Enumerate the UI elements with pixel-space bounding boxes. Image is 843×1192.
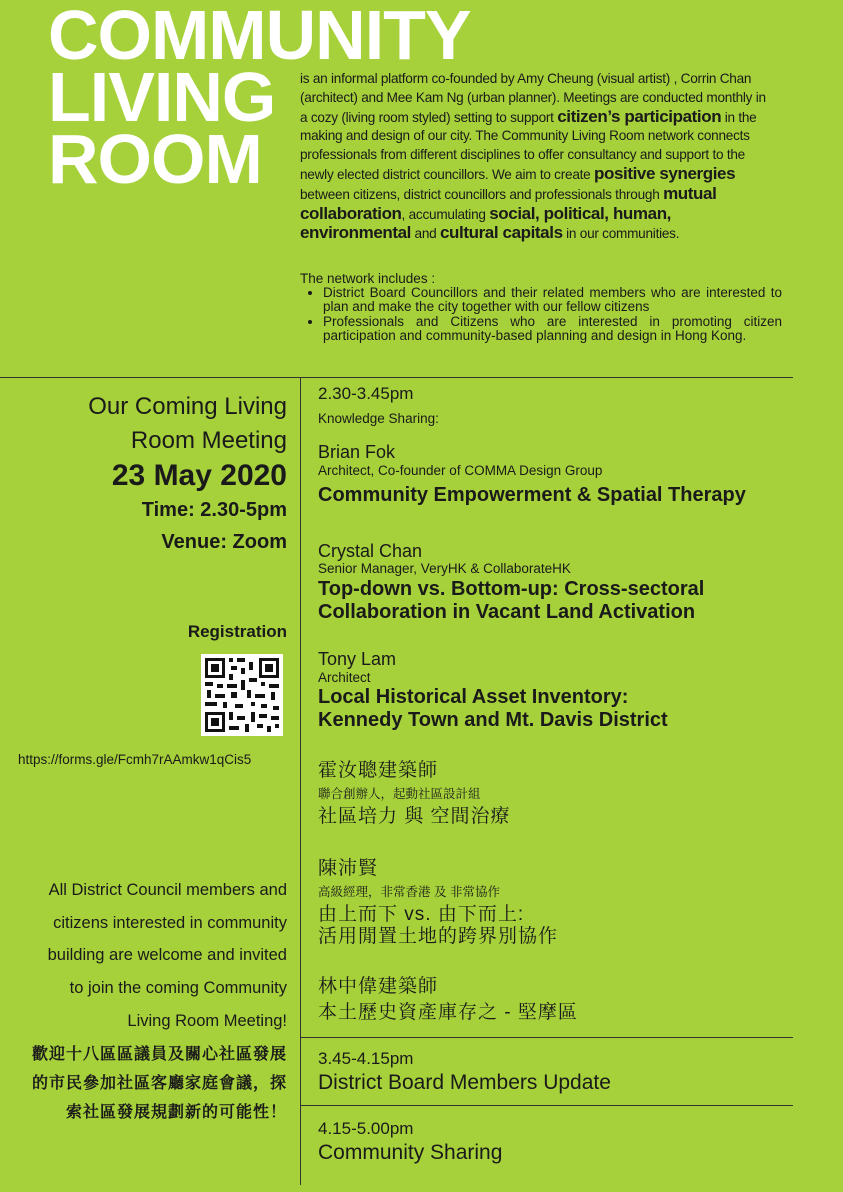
network-list (300, 286, 782, 343)
speaker-topic-zh (318, 904, 558, 948)
invite-zh-line: 索社區發展規劃新的可能性！ (65, 1104, 287, 1121)
session3-label: Community Sharing (318, 1141, 503, 1164)
speaker-topic-zh: 社區培力 與 空間治療 (318, 806, 511, 827)
network-item: • Professionals and Citizens who are interested in promoting citizen participation and community-based planning and design in Hong Kong. (323, 315, 782, 343)
meeting-title-2: Room Meeting (130, 427, 287, 454)
session2-label: District Board Members Update (318, 1071, 611, 1094)
title-room: ROOM (48, 120, 262, 198)
divider-session2 (300, 1037, 793, 1038)
invite-line: Living Room Meeting! (127, 1011, 287, 1030)
speaker-name: Brian Fok (318, 442, 396, 462)
invite-text-zh (8, 1040, 287, 1127)
speaker-name-zh: 林中偉建築師 (318, 976, 439, 997)
title-community: COMMUNITY (48, 0, 471, 74)
meeting-venue: Venue: Zoom (161, 531, 287, 553)
invite-line: building are welcome and invited (47, 946, 287, 965)
speaker-topic-line: Collaboration in Vacant Land Activation (318, 601, 696, 623)
invite-line: to join the coming Community (69, 979, 287, 998)
speaker-topic-zh-line: 活用閒置土地的跨界別協作 (318, 926, 559, 947)
speaker-topic-zh: 本土歷史資產庫存之 - 堅摩區 (318, 1002, 578, 1023)
network-item: • District Board Councillors and their related members who are interested to plan and make the city together with our fellow citizens (323, 286, 782, 314)
invite-text-en (8, 874, 287, 1038)
speaker-topic-line: Kennedy Town and Mt. Davis District (318, 709, 668, 731)
session1-label: Knowledge Sharing: (318, 411, 439, 426)
speaker-topic: Community Empowerment & Spatial Therapy (318, 484, 746, 506)
speaker-name: Crystal Chan (318, 541, 423, 561)
invite-zh-line: 的市民參加社區客廳家庭會議，探 (31, 1075, 287, 1092)
meeting-title-1: Our Coming Living (88, 393, 287, 420)
divider-vertical (300, 377, 301, 1185)
speaker-topic-line: Top-down vs. Bottom-up: Cross-sectoral (318, 578, 705, 600)
divider-top (0, 377, 793, 378)
invite-line: citizens interested in community (53, 913, 287, 932)
session2-time: 3.45-4.15pm (318, 1049, 414, 1068)
registration-url[interactable]: https://forms.gle/Fcmh7rAAmkw1qCis5 (18, 752, 252, 767)
meeting-time: Time: 2.30-5pm (141, 499, 287, 521)
speaker-role: Architect (318, 670, 371, 685)
divider-session3 (300, 1105, 793, 1106)
speaker-topic (318, 686, 668, 732)
title-living: LIVING (48, 58, 276, 136)
meeting-info (10, 390, 287, 558)
registration-label: Registration (187, 622, 287, 641)
network-section (300, 272, 782, 343)
speaker-name-zh: 陳沛賢 (318, 858, 379, 879)
registration-qr-code[interactable] (201, 654, 283, 736)
speaker-name: Tony Lam (318, 649, 397, 669)
invite-zh-line: 歡迎十八區區議員及關心社區發展 (31, 1046, 287, 1063)
meeting-date: 23 May 2020 (111, 459, 287, 492)
speaker-name-zh: 霍汝聰建築師 (318, 760, 439, 781)
intro-paragraph: is an informal platform co-founded by Amy Cheung (visual artist) , Corrin Chan (architect) and Mee Kam Ng (urban planner). Meetings are conducted monthly in a cozy (living room styled) setting to support citizen’s participation in the making and design of our city. The Community Living Room network connects professionals from different disciplines to offer consultancy and support to the newly elected district councillors. We aim to create positive synergies between citizens, district councillors and professionals through mutual collaboration, accumulating social, political, human, environmental and cultural capitals in our communities. (300, 71, 766, 243)
speaker-role-zh: 高級經理，非常香港 及 非常協作 (318, 885, 500, 899)
speaker-topic (318, 578, 704, 624)
speaker-topic-line: Local Historical Asset Inventory: (318, 686, 629, 708)
speaker-role: Architect, Co-founder of COMMA Design Group (318, 463, 603, 478)
speaker-role-zh: 聯合創辦人，起動社區設計組 (318, 787, 481, 801)
speaker-role: Senior Manager, VeryHK & CollaborateHK (318, 561, 571, 576)
invite-line: All District Council members and (48, 881, 287, 899)
speaker-topic-zh-line: 由上而下 vs. 由下而上: (318, 904, 525, 925)
network-heading: The network includes : (300, 271, 436, 286)
session1-time: 2.30-3.45pm (318, 384, 414, 403)
session3-time: 4.15-5.00pm (318, 1119, 414, 1138)
